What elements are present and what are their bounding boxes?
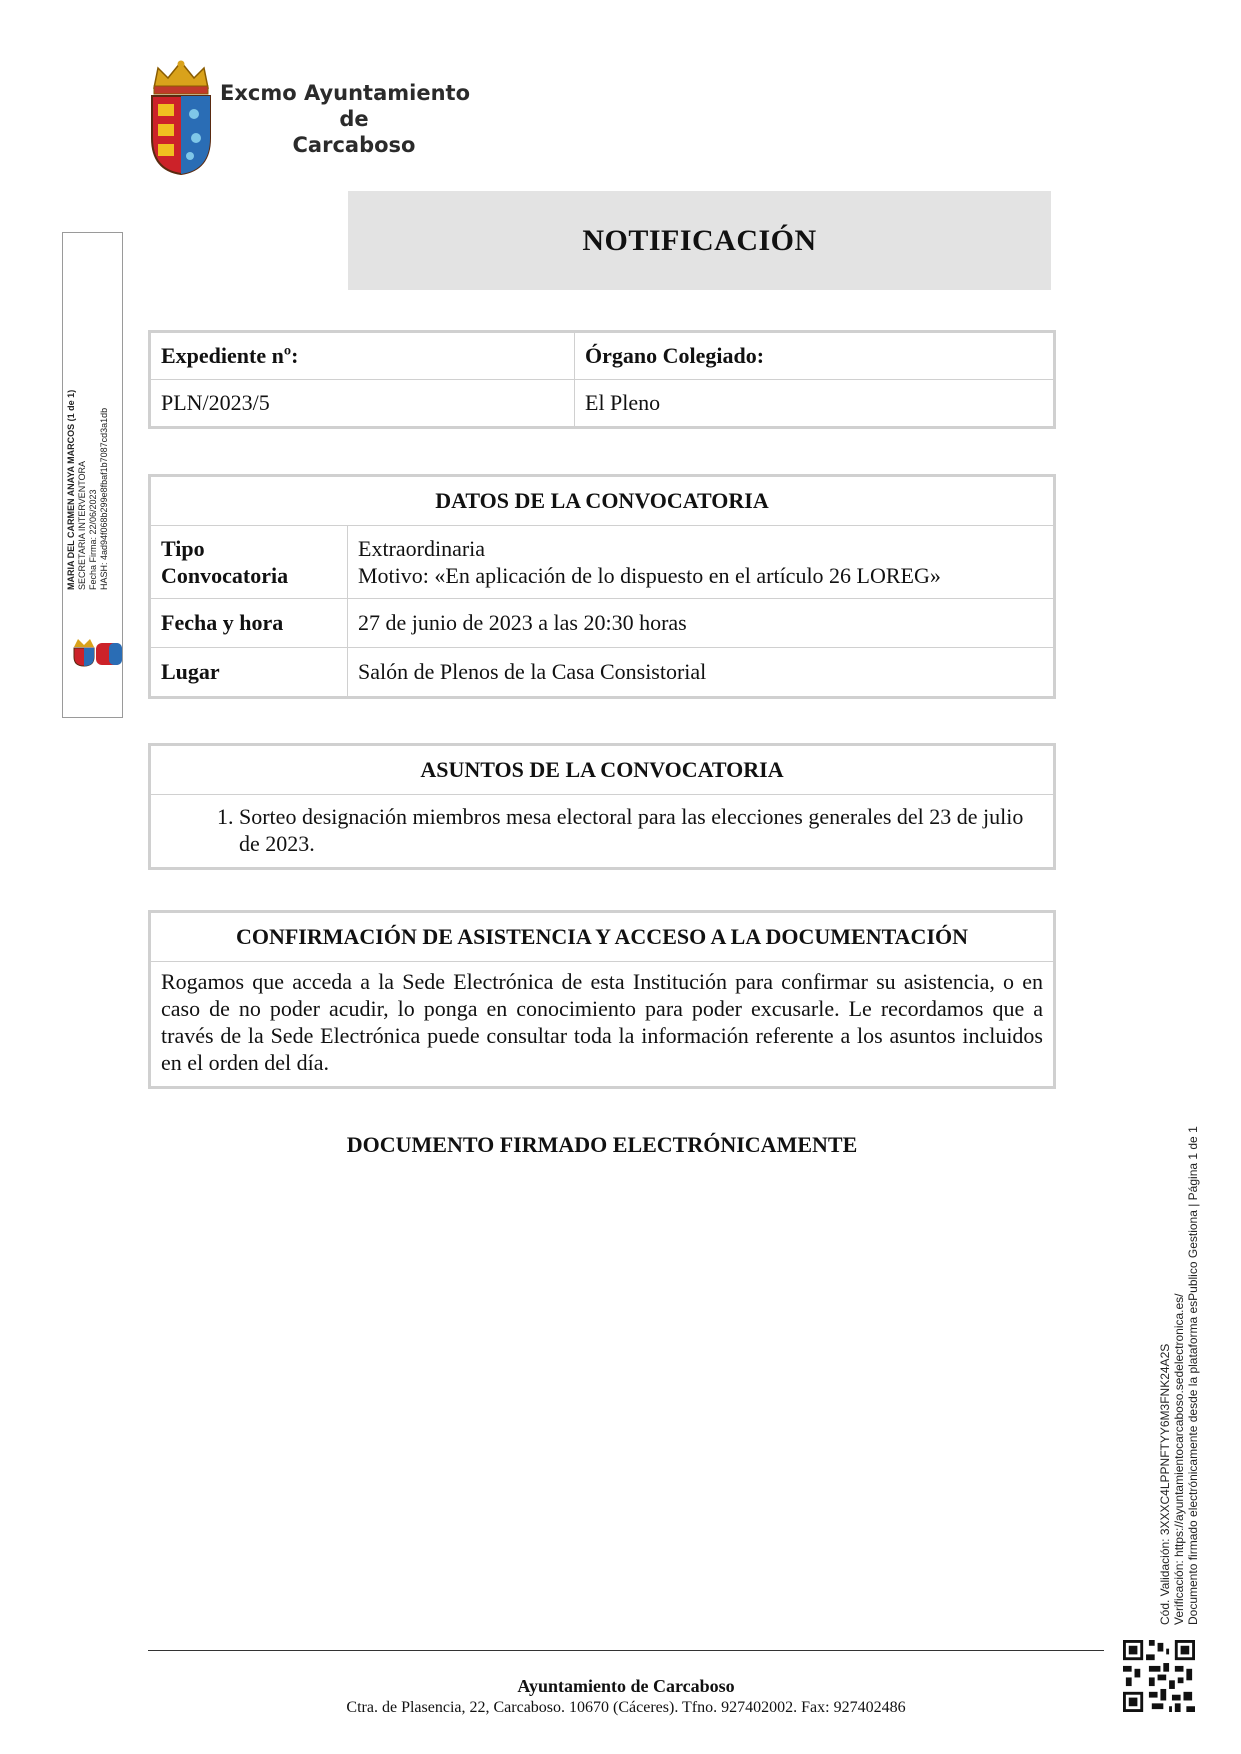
asuntos-list [161, 803, 1043, 857]
signer-name: MARIA DEL CARMEN ANAYA MARCOS (1 de 1) [66, 389, 76, 590]
confirmacion-body: Rogamos que acceda a la Sede Electrónica de esta Institución para confirmar su asistencia, o en caso de no poder acudir, lo ponga en conocimiento para poder excusarle. Le recordamos que a través de la Sede Electrónica puede consultar toda la información referente a los asuntos incluidos en el orden del día. [150, 962, 1055, 1088]
confirmacion-table [148, 910, 1056, 1089]
tipo-value-text: Extraordinaria [358, 536, 486, 561]
fecha-label: Fecha y hora [150, 599, 348, 648]
title-banner [348, 191, 1051, 290]
verification-text [1158, 1105, 1200, 1625]
platform-note: Documento firmado electrónicamente desde la plataforma esPublico Gestiona | Página 1 de 1 [1186, 1126, 1200, 1625]
tipo-value [348, 526, 1055, 599]
confirmacion-heading: CONFIRMACIÓN DE ASISTENCIA Y ACCESO A LA DOCUMENTACIÓN [150, 912, 1055, 962]
lugar-value: Salón de Plenos de la Casa Consistorial [348, 648, 1055, 698]
small-coat-of-arms-icon [72, 637, 124, 667]
datos-convocatoria-table [148, 474, 1056, 699]
footer-divider [148, 1650, 1104, 1651]
asuntos-heading: ASUNTOS DE LA CONVOCATORIA [150, 745, 1055, 795]
document-title: NOTIFICACIÓN [582, 223, 817, 257]
tipo-label-line-1: Tipo [161, 536, 205, 561]
asuntos-list-cell [150, 795, 1055, 869]
municipality-logo [148, 58, 488, 178]
logo-line-2: de [339, 107, 369, 131]
signer-role: SECRETARIA INTERVENTORA [77, 460, 87, 590]
signed-notice: DOCUMENTO FIRMADO ELECTRÓNICAMENTE [346, 1132, 858, 1157]
signature-date: Fecha Firma: 22/06/2023 [88, 489, 98, 590]
logo-line-3: Carcaboso [292, 133, 416, 157]
tipo-label-line-2: Convocatoria [161, 563, 289, 588]
qr-code-icon [1123, 1640, 1195, 1712]
footer [148, 1675, 1104, 1719]
list-item: 1. Sorteo designación miembros mesa electoral para las elecciones generales del 23 de julio de 2023. [239, 803, 1043, 857]
asuntos-table [148, 743, 1056, 870]
footer-organization: Ayuntamiento de Carcaboso [517, 1676, 735, 1696]
expediente-value: PLN/2023/5 [150, 380, 575, 428]
validation-code: Cód. Validación: 3XXXC4LPPNFTYY6M3FNK24A2S [1158, 1343, 1172, 1625]
logo-line-1: Excmo Ayuntamiento [220, 81, 471, 105]
signature-stamp-text [66, 350, 110, 590]
fecha-value: 27 de junio de 2023 a las 20:30 horas [348, 599, 1055, 648]
expediente-label: Expediente nº: [150, 332, 575, 380]
coat-of-arms-icon [148, 58, 214, 176]
organo-value: El Pleno [575, 380, 1055, 428]
motivo-text: Motivo: «En aplicación de lo dispuesto en el artículo 26 LOREG» [358, 563, 941, 588]
lugar-label: Lugar [150, 648, 348, 698]
datos-heading: DATOS DE LA CONVOCATORIA [150, 476, 1055, 526]
tipo-label [150, 526, 348, 599]
organo-label: Órgano Colegiado: [575, 332, 1055, 380]
expediente-table [148, 330, 1056, 429]
signature-hash: HASH: 4ad94f068b299e8fbaf1b7087cd3a1db [99, 407, 109, 590]
verification-url[interactable]: Verificación: https://ayuntamientocarcaboso.sedelectronica.es/ [1172, 1293, 1186, 1625]
footer-address: Ctra. de Plasencia, 22, Carcaboso. 10670 (Cáceres). Tfno. 927402002. Fax: 927402486 [346, 1699, 906, 1716]
